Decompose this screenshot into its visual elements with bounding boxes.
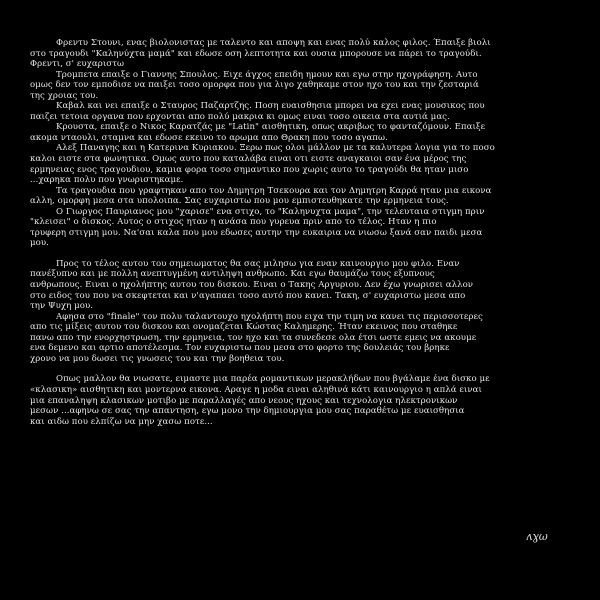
text-line: Τα τραγουδια που γραφτηκαν απο τον Δημητρη Τσεκουρα και τον Δημητρη Καρρά ηταν μια εικονα [56,185,492,196]
text-line: μου. [30,238,49,249]
text-line: Κρουστα, επαιξε ο Νικος Καρατζάς με "Latin" αισθητικη, οπως ακριβως το φανταζόμουν. Επαιξε [56,122,486,133]
paragraph [30,186,578,207]
text-line: μια επαναληψη κλασικων μοτιβο με παραλλαγές απο νεους ηχους και τεχνολογια ηλεκτρονικων [30,395,458,406]
paragraph [30,207,578,249]
text-line: Φρεντι, σ' ευχαριστω [30,59,125,70]
text-line: "κλεισει" ο δισκος. Αυτος ο στιχος ηταν η ανάσα που γυρευα πριν απο το τέλος. Ηταν η πιο [30,217,437,228]
text-line: καλοι ειστε στα φωνητικα. Ομως αυτο που καταλάβα ειναι οτι ειστε αναγκαιοι σαν ένα μέρος της [30,154,467,165]
paragraph [30,101,578,122]
text-line: χρονο να μου δωσει τις γνωσεις του και την βοηθεια του. [30,353,285,364]
text-line: αλλη, ομορφη μεσα στα υπολοιπα. Σας ευχαριστω που μου εμπιστευθηκατε την ερμηνεια τους. [30,196,449,207]
paragraph [30,374,578,427]
text-line: Φρεντυ Στουνι, ενας βιολονιστας με ταλεντο και αποψη και ενας πολύ καλος φιλος. Έπαιξε βιολι [56,38,491,48]
paragraph [30,312,578,365]
text-line: Αλεξ Παναγης και η Κατερινα Κυριακου. Ξερω πως ολοι μάλλον με τα καλυτερα λογια για το ποσο [56,143,495,154]
text-line: τρυφερη στιγμη μου. Να'σαι καλα που μου εδωσες αυτην την ευκαιρια να νιωσω ξανά σαν παιδι μεσα [30,227,483,238]
text-line: Αφησα στο "finale" τον πολυ ταλαντουχο ηχολήπτη που ειχα την τιμη να κανει τις περισσοτερες [56,311,483,322]
text-line: ενα δεμενο και αρτιο αποτέλεσμα. Τον ευχαριστω που μεσα στο φορτο της δουλειάς του βρηκε [30,343,450,354]
text-line: παιζει τετοια οργανα που ερχονται απο πολύ μακρια κι ομως ειναι τοσο οικεια στα αυτιά μας. [30,111,450,122]
text-line: ακομα νταουλι, σταμνα και εδωσε εκεινο το αρωμα απο Θρακη που τοσο αγαπω. [30,132,388,143]
text-line: απο τις μίξεις αυτου του δισκου και ονομαζεται Κώστας Καλημερης. Ήταν εκεινος που σταθηκε [30,322,458,333]
paragraph [30,38,578,70]
text-line: Προς το τέλος αυτου του σημειωματος θα σας μιλησω για εναν καινουργιο μου φιλο. Εναν [56,258,460,269]
text-line: ...χαρηκα πολυ που γνωριστηκαμε. [30,175,184,186]
text-line: Τρομπετα επαιξε ο Γιαννης Σπουλος. Ειχε άγχος επειδη ημουν και εγω στην ηχογράφηση. Αυτο [56,69,478,80]
text-line: ανθρωπους. Ειναι ο ηχολήπτης αυτου του δισκου. Ειναι ο Τακης Αργυριου. Δεν έχω γνωρισει αλλον [30,280,474,291]
text-line: ερμηνειας ενος τραγουδιου, καμια φορα τοσο σημαντικο που χωρις αυτο το τραγούδι θα ηταν μισο [30,164,469,175]
text-line: Καβαλ και νει επαιξε ο Σταυρος Παζαρτζης. Ποση ευαισθησια μπορει να εχει ενας μουσικος που [56,101,485,112]
text-line: πανέξυπνο και με πολλη ανεπτυγμένη αντιληψη ανθρωπο. Και εγω θαυμάζω τους εξυπνους [30,269,435,280]
paragraph-gap [30,249,578,259]
text-line: ομως δεν τον εμποδισε να παιξει τοσο ομορφα που για λιγο χαθηκαμε στον ηχο του και την ζεσταριά [30,80,479,91]
text-line: πανω απο την ενορχηστρωση, την ερμηνεια, τον ηχο και τα συνεδεσε ολα έτσι ωστε εμεις να ακουμε [30,332,477,343]
text-line: στο ειδος του που να σκεφτεται και ν'αγαπαει τοσο αυτό που κανει. Τακη, σ' ευχαριστω μεσα απο [30,290,466,301]
text-line: «κλασικη» αισθητικη και μοντερνα εικονα. Αραγε η μοδα ειναι αληθινά κάτι καινουργιο η απλά ειναι [30,384,482,395]
liner-notes-text [30,38,578,427]
text-line: και αιδω που ελπίζω να μην χασω ποτε... [30,416,213,427]
text-line: μεσων ...αφηνω σε σας την απαντηση, εγω μονο την δημιουργια μου σας παραθέτω με ευαισθησια [30,406,465,417]
paragraph [30,70,578,102]
handwritten-signature: ʌɣω [526,530,548,543]
text-line: την Ψυχη μου. [30,301,94,312]
paragraph [30,143,578,185]
text-line: Ο Γιωργος Παυριανος μου "χαρισε" ενα στιχο, το "Καληνυχτα μαμα", την τελευταια στιγμη πριν [56,206,485,217]
text-line: της χροιας του. [30,90,99,101]
text-line: στο τραγουδι "Καληνύχτα μαμά" και εδωσε οση λεπτοτητα και ουσια μπορουσε να πάρει το τραγούδι. [30,48,482,59]
paragraph [30,122,578,143]
paragraph-gap [30,364,578,374]
paragraph [30,259,578,312]
text-line: Οπως μαλλον θα νιωσατε, ειμαστε μια παρέα ρομαντικων μερακλήδων που βγάλαμε ένα δισκο με [56,374,490,385]
